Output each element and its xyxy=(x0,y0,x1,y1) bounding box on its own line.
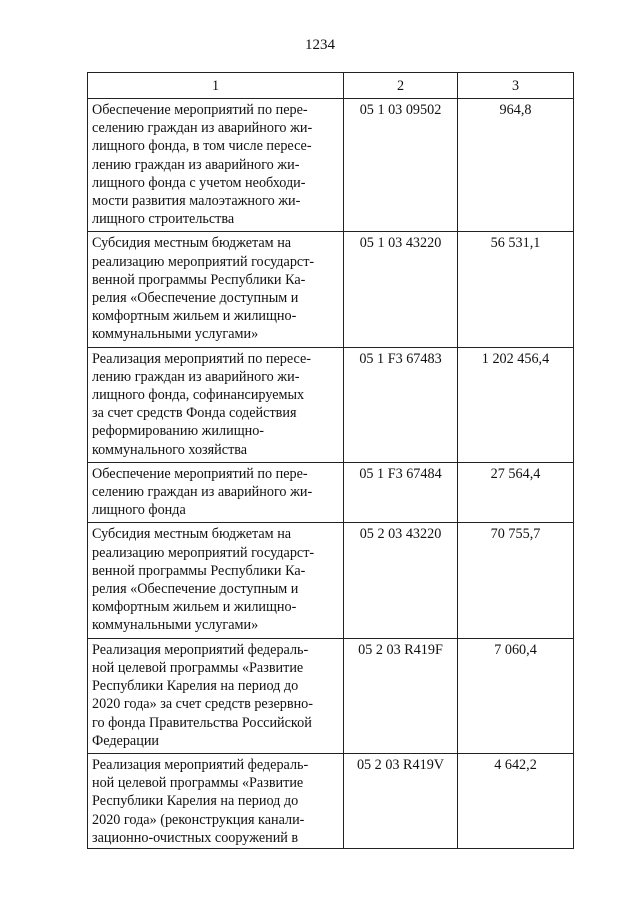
row-amount: 7 060,4 xyxy=(458,638,574,753)
row-name: Реализация мероприятий по пересе- лению граждан из аварийного жи- лищного фонда, софинансируемых за счет средств Фонда содействия реформированию жилищно- коммунального хозяйства xyxy=(88,347,344,462)
header-row xyxy=(88,73,574,99)
row-code: 05 1 F3 67484 xyxy=(344,462,458,523)
table-row xyxy=(88,523,574,638)
table-row xyxy=(88,232,574,347)
row-name: Субсидия местным бюджетам на реализацию мероприятий государст- венной программы Республики Ка- релия «Обеспечение доступным и комфортным жильем и жилищно- коммунальными услугами» xyxy=(88,523,344,638)
table-row xyxy=(88,638,574,753)
table-row xyxy=(88,753,574,848)
table-row xyxy=(88,462,574,523)
row-amount: 27 564,4 xyxy=(458,462,574,523)
row-amount: 1 202 456,4 xyxy=(458,347,574,462)
budget-table xyxy=(87,72,574,849)
row-code: 05 1 03 43220 xyxy=(344,232,458,347)
page-number: 1234 xyxy=(305,37,335,53)
header-col-1: 1 xyxy=(88,73,344,99)
row-amount: 964,8 xyxy=(458,99,574,232)
row-amount: 56 531,1 xyxy=(458,232,574,347)
table-row xyxy=(88,347,574,462)
row-name: Субсидия местным бюджетам на реализацию мероприятий государст- венной программы Республики Ка- релия «Обеспечение доступным и комфортным жильем и жилищно- коммунальными услугами» xyxy=(88,232,344,347)
table-header xyxy=(88,73,574,99)
row-name: Обеспечение мероприятий по пере- селению граждан из аварийного жи- лищного фонда, в том числе пересе- лению граждан из аварийного жи- лищного фонда с учетом необходи- мости развития малоэтажного жи- лищного строительства xyxy=(88,99,344,232)
row-name: Реализация мероприятий федераль- ной целевой программы «Развитие Республики Карелия на период до 2020 года» (реконструкция канали- зационно-очистных сооружений в xyxy=(88,753,344,848)
table-body xyxy=(88,99,574,849)
row-amount: 4 642,2 xyxy=(458,753,574,848)
row-code: 05 2 03 R419V xyxy=(344,753,458,848)
header-col-3: 3 xyxy=(458,73,574,99)
row-amount: 70 755,7 xyxy=(458,523,574,638)
row-code: 05 2 03 43220 xyxy=(344,523,458,638)
row-code: 05 2 03 R419F xyxy=(344,638,458,753)
table-row xyxy=(88,99,574,232)
row-name: Реализация мероприятий федераль- ной целевой программы «Развитие Республики Карелия на период до 2020 года» за счет средств резервно- го фонда Правительства Российской Федерации xyxy=(88,638,344,753)
row-code: 05 1 F3 67483 xyxy=(344,347,458,462)
row-code: 05 1 03 09502 xyxy=(344,99,458,232)
row-name: Обеспечение мероприятий по пере- селению граждан из аварийного жи- лищного фонда xyxy=(88,462,344,523)
header-col-2: 2 xyxy=(344,73,458,99)
